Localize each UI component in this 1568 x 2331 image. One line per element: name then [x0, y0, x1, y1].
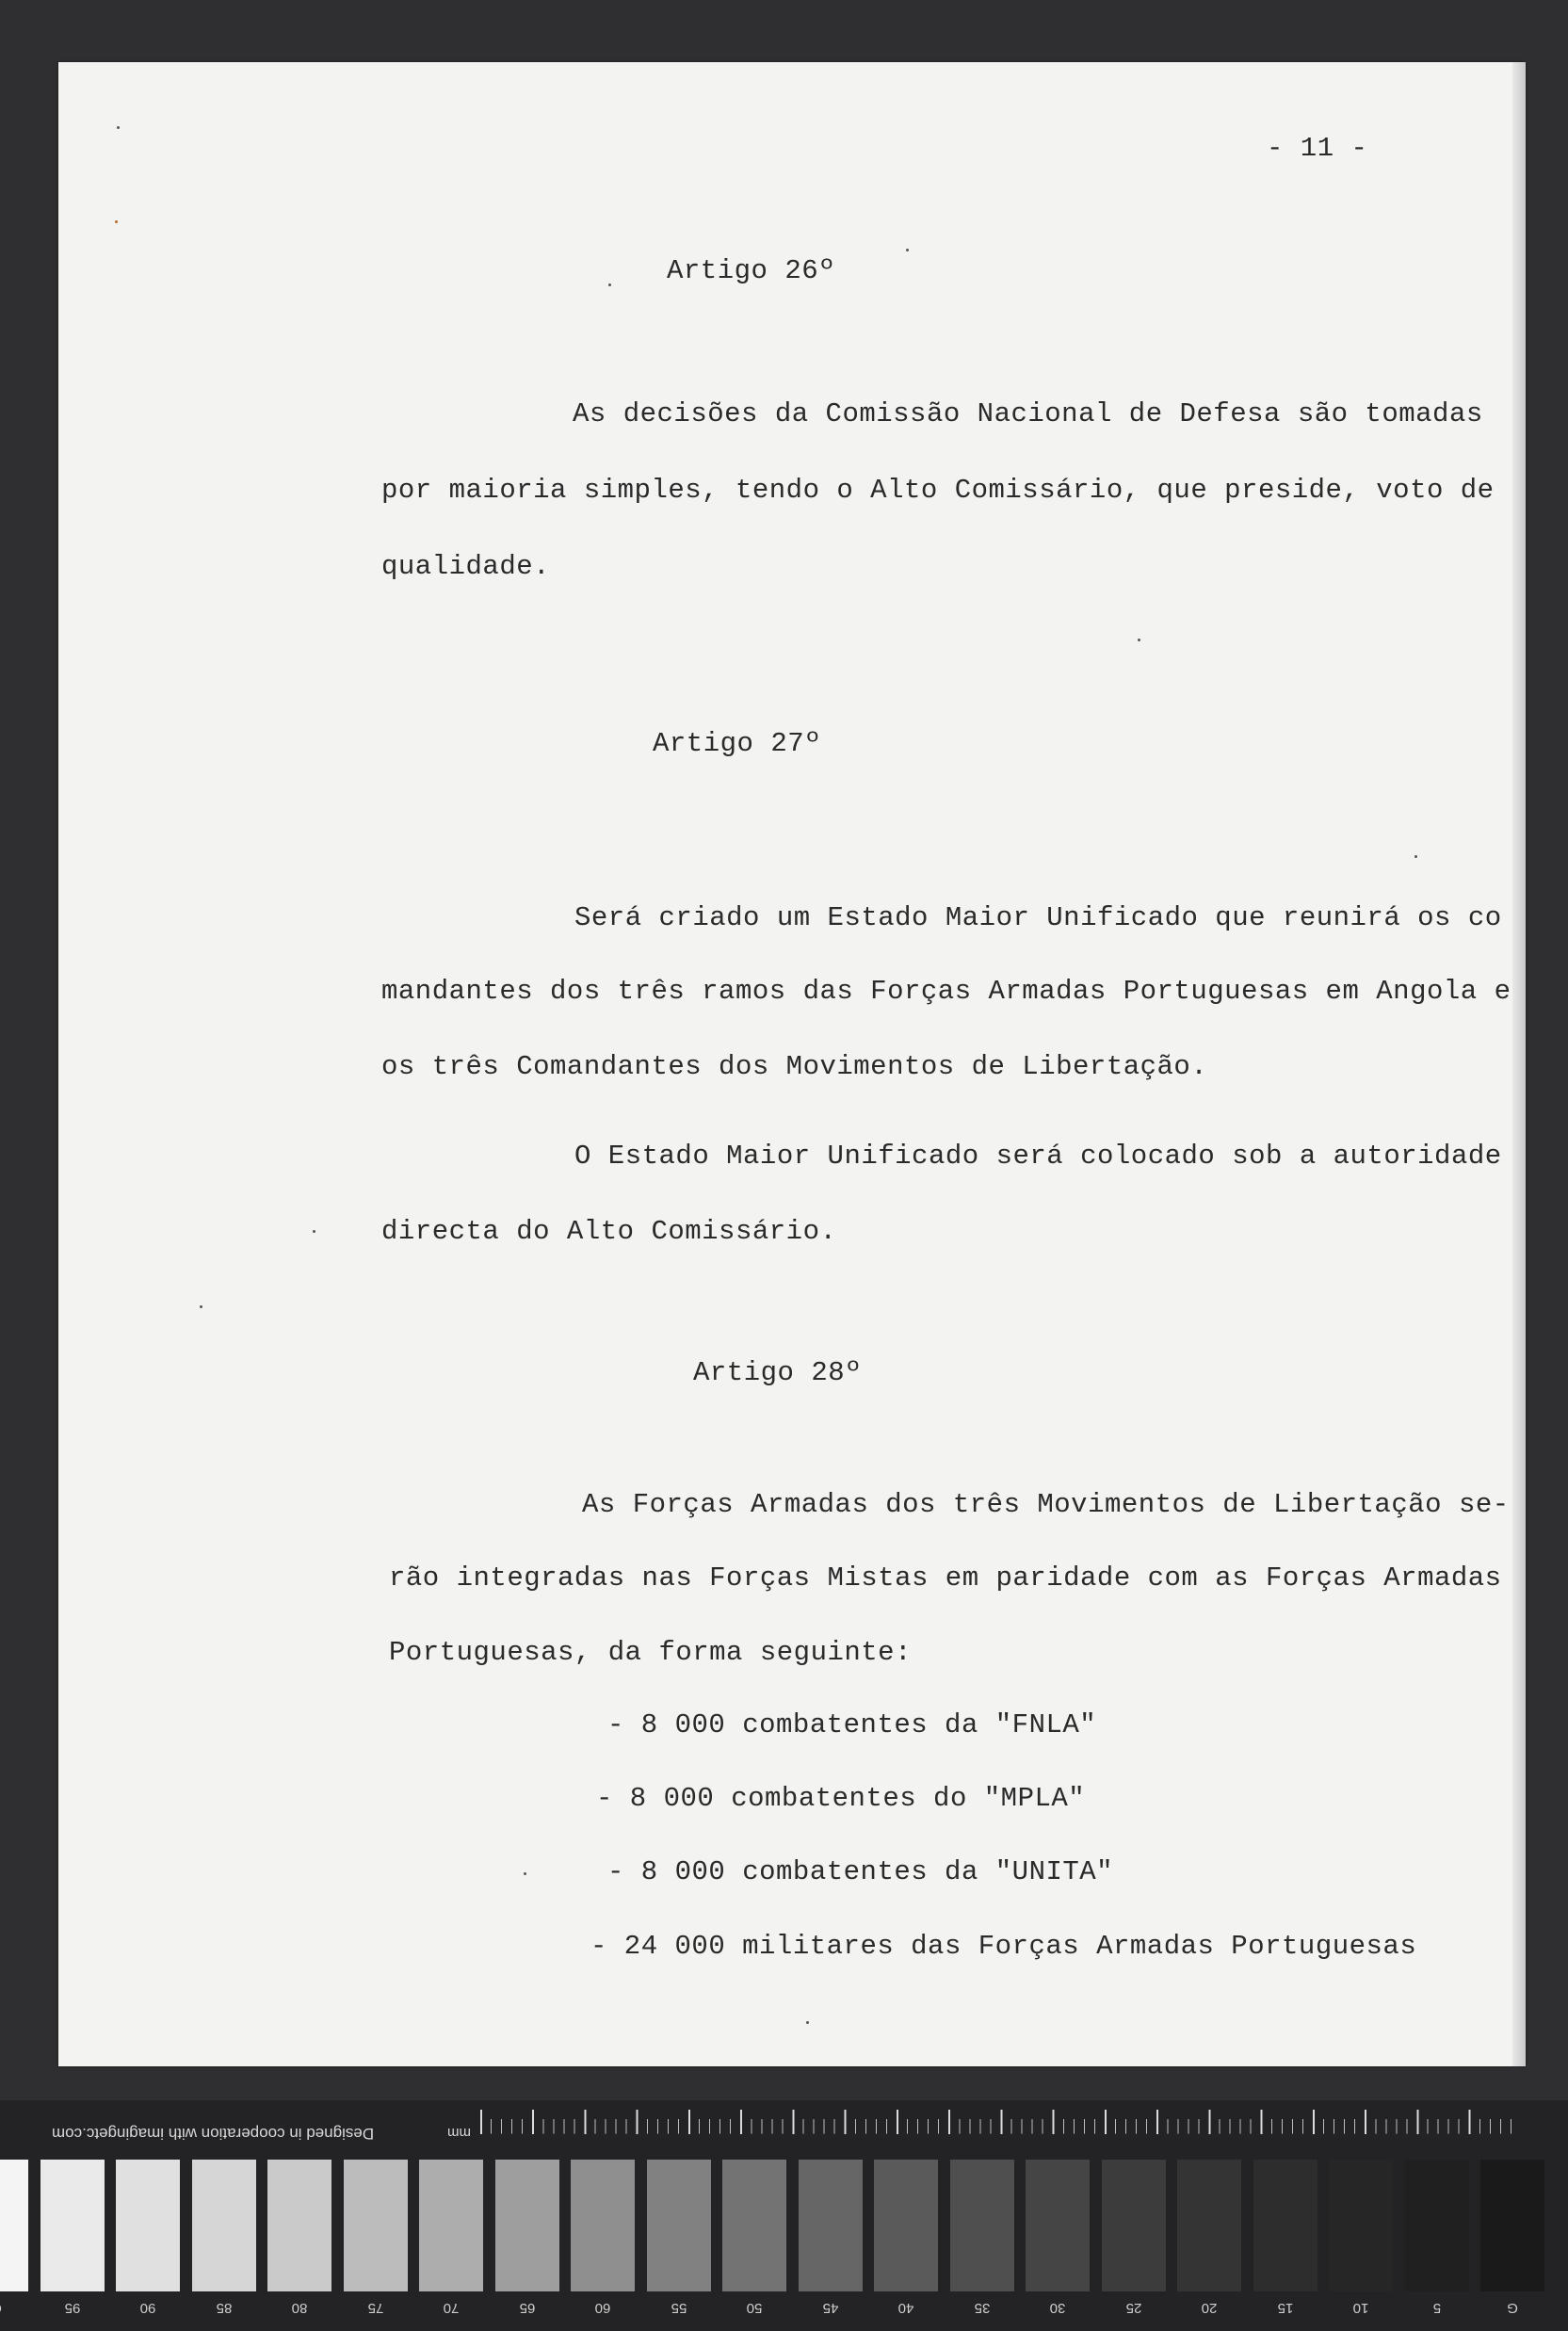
grey-patch-label: 50	[746, 2300, 763, 2316]
scan-speck	[806, 2021, 809, 2024]
grey-patch-label: 20	[1201, 2300, 1218, 2316]
grey-patch-label: G	[1507, 2300, 1518, 2316]
grey-patch-label: 70	[443, 2300, 460, 2316]
text-line: por maioria simples, tendo o Alto Comissário, que preside, voto de	[381, 475, 1495, 506]
grey-patch-label: 60	[594, 2300, 611, 2316]
scan-speck	[117, 126, 120, 129]
grey-patches	[0, 2160, 1568, 2291]
grey-patch	[1253, 2160, 1317, 2291]
grey-patch-label: 10	[1352, 2300, 1369, 2316]
ruler-unit-label: mm	[447, 2125, 471, 2141]
grey-patch	[647, 2160, 711, 2291]
article-28-paragraph	[389, 1486, 1510, 1693]
grey-patch-label: 45	[822, 2300, 838, 2316]
grey-patch-label: 75	[367, 2300, 383, 2316]
scan-speck	[524, 1872, 526, 1875]
grey-patch	[722, 2160, 786, 2291]
article-26-paragraph	[381, 396, 1495, 603]
mm-ruler	[480, 2110, 1521, 2134]
article-27-title: Artigo 27º	[653, 728, 822, 759]
grey-patch-labels	[0, 2300, 1568, 2323]
grey-patch	[40, 2160, 105, 2291]
article-27-paragraph-1	[381, 899, 1511, 1107]
grey-patch	[495, 2160, 559, 2291]
list-item: - 8 000 combatentes da "FNLA"	[607, 1709, 1097, 1740]
grey-patch	[116, 2160, 180, 2291]
text-line: Portuguesas, da forma seguinte:	[389, 1637, 912, 1668]
text-line: Será criado um Estado Maior Unificado que reunirá os co	[574, 902, 1502, 933]
scan-speck	[906, 249, 909, 251]
grey-patch-label: 30	[1049, 2300, 1066, 2316]
text-line: O Estado Maior Unificado será colocado sob a autoridade	[574, 1141, 1502, 1172]
text-line: rão integradas nas Forças Mistas em paridade com as Forças Armadas	[389, 1562, 1502, 1594]
grey-patch	[0, 2160, 28, 2291]
grey-patch	[267, 2160, 331, 2291]
grey-patch-label: 85	[216, 2300, 232, 2316]
grey-patch-label: 90	[139, 2300, 156, 2316]
text-line: As Forças Armadas dos três Movimentos de Libertação se-	[582, 1489, 1510, 1520]
target-caption: Designed in cooperation with imagingetc.com	[52, 2125, 375, 2143]
grey-patch	[1102, 2160, 1166, 2291]
page-number: - 11 -	[1267, 133, 1368, 164]
grey-patch	[1177, 2160, 1241, 2291]
grey-patch	[192, 2160, 256, 2291]
scan-speck	[608, 283, 611, 286]
grey-patch	[950, 2160, 1014, 2291]
grey-patch-label: 95	[64, 2300, 80, 2316]
grey-patch	[419, 2160, 483, 2291]
scan-speck	[200, 1305, 202, 1308]
scan-speck	[1414, 855, 1417, 858]
grey-patch	[1405, 2160, 1469, 2291]
grey-patch	[874, 2160, 938, 2291]
grey-patch	[1329, 2160, 1393, 2291]
grey-patch	[1480, 2160, 1544, 2291]
scan-speck	[313, 1230, 315, 1233]
list-item: - 8 000 combatentes da "UNITA"	[607, 1856, 1114, 1887]
grey-patch-label: 65	[519, 2300, 535, 2316]
paper-edge-shadow	[1512, 62, 1526, 2066]
grey-patch-label	[0, 2300, 28, 2316]
grey-patch-label: 35	[974, 2300, 990, 2316]
text-line: directa do Alto Comissário.	[381, 1216, 837, 1247]
text-line: mandantes dos três ramos das Forças Armadas Portuguesas em Angola e	[381, 976, 1511, 1007]
grey-patch-label: 15	[1277, 2300, 1293, 2316]
scan-speck	[1138, 639, 1140, 641]
text-line: As decisões da Comissão Nacional de Defesa são tomadas	[573, 398, 1483, 429]
grey-patch	[799, 2160, 863, 2291]
list-item: - 24 000 militares das Forças Armadas Portuguesas	[590, 1931, 1417, 1962]
grey-patch-label: 25	[1125, 2300, 1141, 2316]
grey-patch	[1026, 2160, 1090, 2291]
grey-patch	[571, 2160, 635, 2291]
scan-speck	[115, 220, 118, 223]
grey-patch-label: 5	[1432, 2300, 1441, 2316]
grey-patch-label: 40	[897, 2300, 914, 2316]
text-line: os três Comandantes dos Movimentos de Libertação.	[381, 1051, 1208, 1082]
list-item: - 8 000 combatentes do "MPLA"	[596, 1783, 1086, 1814]
article-27-paragraph-2	[381, 1138, 1502, 1247]
grey-patch-label: 80	[291, 2300, 308, 2316]
grey-patch	[344, 2160, 408, 2291]
article-28-title: Artigo 28º	[693, 1357, 863, 1388]
text-line: qualidade.	[381, 551, 551, 582]
article-26-title: Artigo 26º	[667, 255, 836, 286]
grey-patch-label: 55	[671, 2300, 687, 2316]
